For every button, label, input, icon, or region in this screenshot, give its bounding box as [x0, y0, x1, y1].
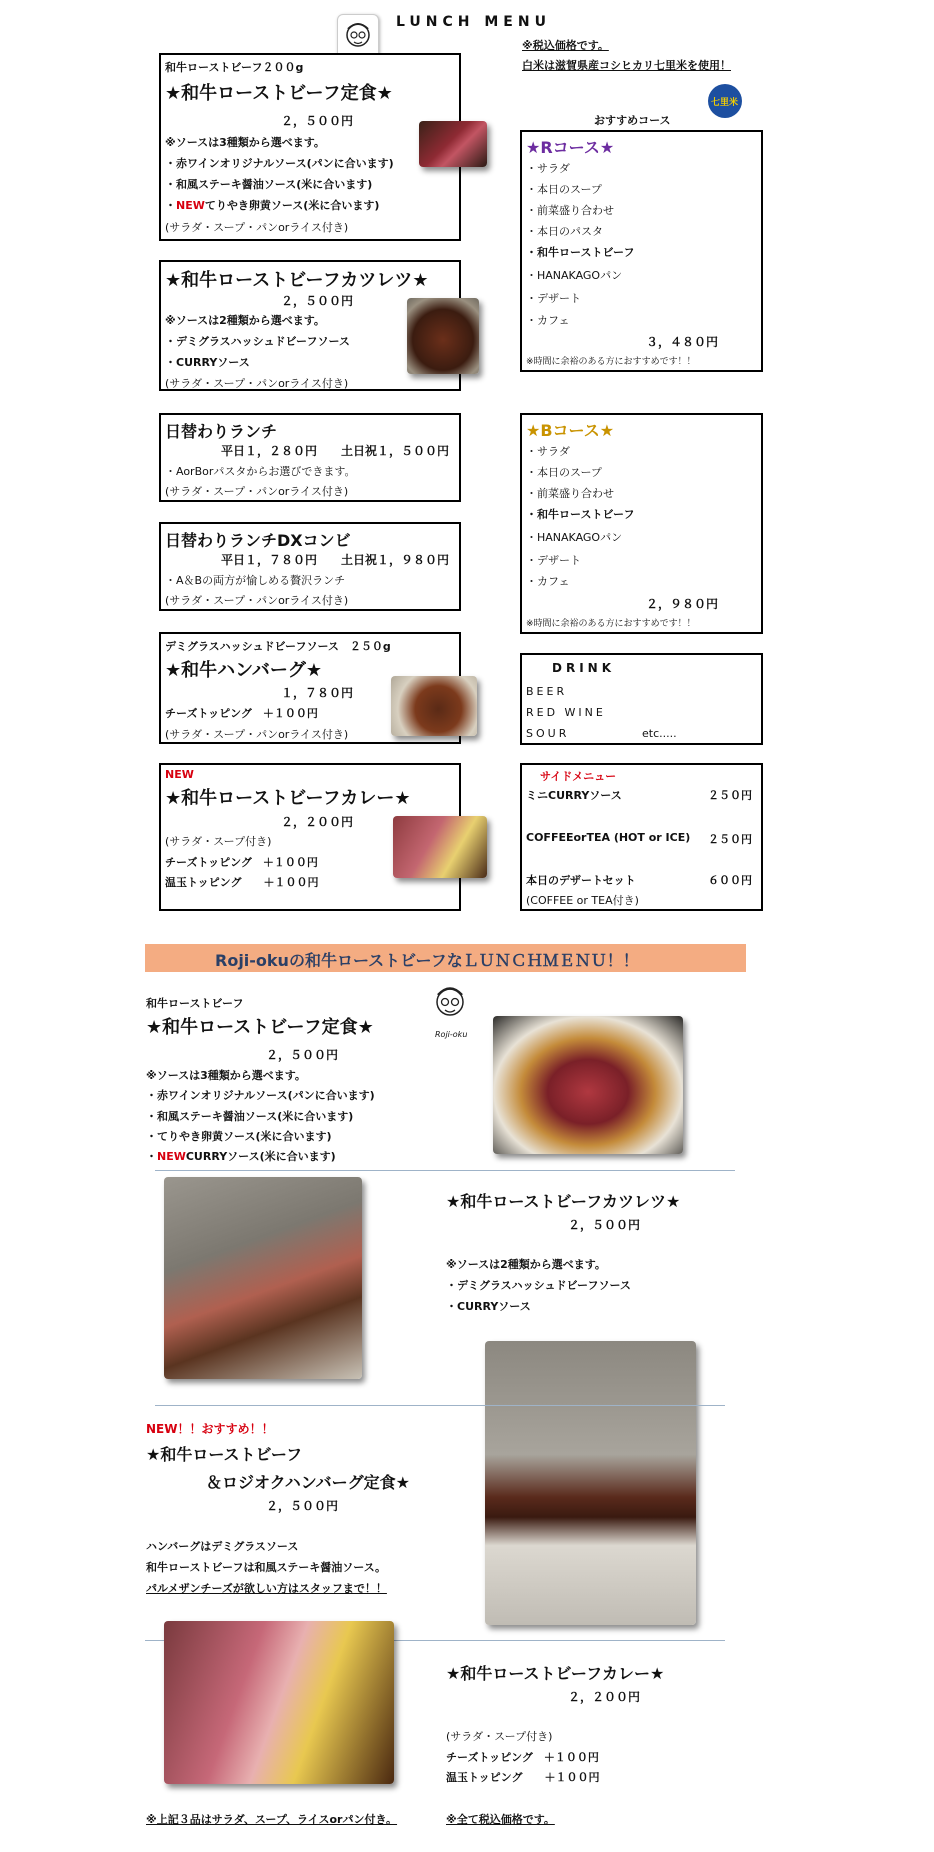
- combo-photo: [485, 1341, 696, 1625]
- teishoku-title: ★和牛ローストビーフ定食★: [165, 83, 393, 104]
- teishoku-large-photo: [493, 1016, 683, 1154]
- course-heading: おすすめコース: [594, 114, 671, 127]
- curry-photo: [393, 816, 487, 878]
- footer-right: ※全て税込価格です。: [446, 1813, 555, 1826]
- hamburg-photo: [391, 676, 477, 736]
- roast-beef-photo: [419, 121, 487, 167]
- dx-box: 日替わりランチDXコンビ 平日１，７８０円 土日祝１，９８０円 ・A＆Bの両方が愉しめる贅沢ランチ (サラダ・スープ・パンorライス付き): [159, 522, 461, 611]
- bcourse-box: ★Bコース★ ・サラダ ・本日のスープ ・前菜盛り合わせ ・和牛ローストビーフ ・HANAKAGOパン ・デザート ・カフェ ２，９８０円 ※時間に余裕のある方におすすめです！！: [520, 413, 763, 634]
- side-menu-box: サイドメニュー ミニCURRYソース ２５０円 COFFEEorTEA (HOT or ICE) ２５０円 本日のデザートセット ６００円 (COFFEE or TEA付き): [520, 763, 763, 911]
- katsu-photo: [407, 298, 479, 374]
- page-title: LUNCH MENU: [396, 14, 551, 30]
- curry-large-photo: [164, 1621, 394, 1784]
- higawari-box: 日替わりランチ 平日１，２８０円 土日祝１，５００円 ・AorBorパスタからお選びできます。 (サラダ・スープ・パンorライス付き): [159, 413, 461, 502]
- divider: [155, 1170, 735, 1171]
- tax-note: ※税込価格です。: [522, 39, 609, 52]
- banner-text: Roji-okuの和牛ローストビーフなＬＵＮＣＨＭＥＮＵ！！: [215, 951, 639, 970]
- hamburg-box: デミグラスハッシュドビーフソース ２５０g ★和牛ハンバーグ★ １，７８０円 チーズトッピング ＋１００円 (サラダ・スープ・パンorライス付き): [159, 632, 461, 744]
- logo-small: Roji-oku: [426, 980, 474, 1042]
- rice-logo: 七里米: [698, 80, 752, 124]
- katsu-large-photo: [164, 1177, 362, 1379]
- rice-note: 白米は滋賀県産コシヒカリ七里米を使用！: [522, 59, 731, 72]
- chef-face-icon: [426, 980, 474, 1032]
- teishoku-box: 和牛ローストビーフ２００g ★和牛ローストビーフ定食★ ２，５００円 ※ソースは3種類から選べます。 ・赤ワインオリジナルソース(パンに合います) ・和風ステーキ醤油ソース(米に合います) ・NEWてりやき卵黄ソース(米に合います) (サラダ・スープ・パンorライス付き): [159, 53, 461, 241]
- curry-box: NEW ★和牛ローストビーフカレー★ ２，２００円 (サラダ・スープ付き) チーズトッピング ＋１００円 温玉トッピング ＋１００円: [159, 763, 461, 911]
- rcourse-box: ★Rコース★ ・サラダ ・本日のスープ ・前菜盛り合わせ ・本日のパスタ ・和牛ローストビーフ ・HANAKAGOパン ・デザート ・カフェ ３，４８０円 ※時間に余裕のある方におすすめです！！: [520, 130, 763, 372]
- katsu-box: ★和牛ローストビーフカツレツ★ ２，５００円 ※ソースは2種類から選べます。 ・デミグラスハッシュドビーフソース ・CURRYソース (サラダ・スープ・パンorライス付き): [159, 260, 461, 391]
- drink-box: DRINK BEER RED WINE SOUR etc.....: [520, 653, 763, 745]
- footer-left: ※上記３品はサラダ、スープ、ライスorパン付き。: [146, 1813, 398, 1826]
- divider: [155, 1405, 725, 1406]
